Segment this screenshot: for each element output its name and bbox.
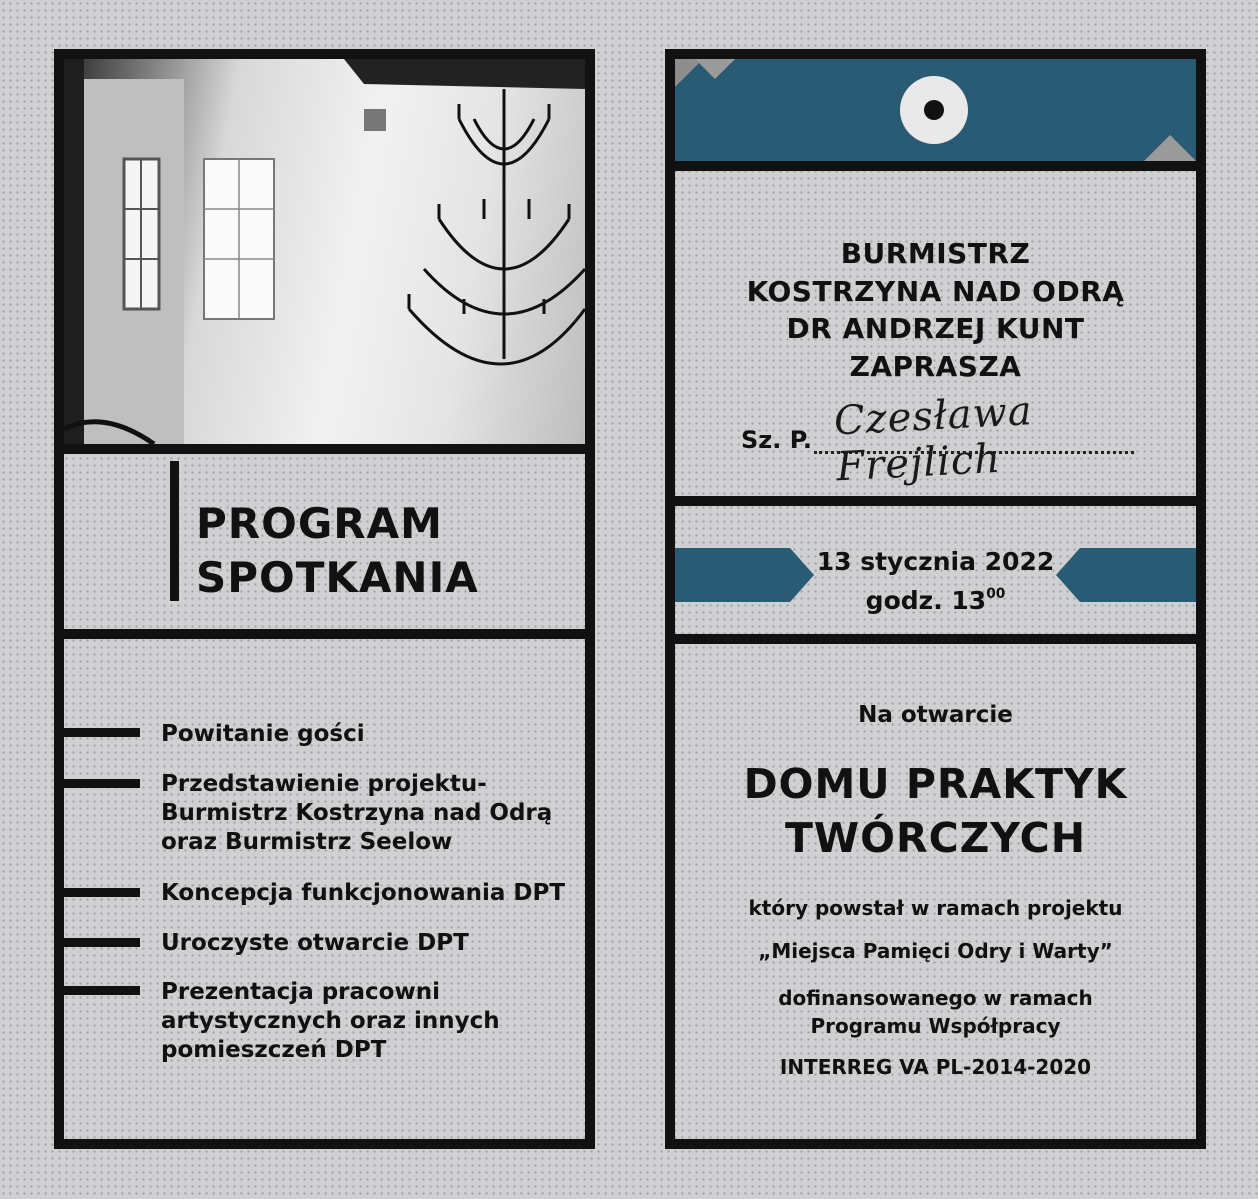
tag-hole <box>924 100 944 120</box>
event-date <box>675 545 1196 617</box>
host-line: DR ANDRZEJ KUNT <box>786 312 1085 345</box>
project-name: „Miejsca Pamięci Odry i Warty” <box>758 939 1113 963</box>
funding-description <box>675 984 1196 1040</box>
agenda-item: Prezentacja pracowni artystycznych oraz innych pomieszczeń DPT <box>161 979 500 1063</box>
agenda-bullet <box>64 779 140 788</box>
venue-line1: DOMU PRAKTYK <box>743 760 1128 808</box>
divider <box>64 629 585 639</box>
venue-line2: TWÓRCZYCH <box>784 814 1087 862</box>
chandelier-photo-illustration <box>64 59 585 444</box>
corner-triangle <box>1144 135 1196 161</box>
divider <box>675 634 1196 644</box>
divider <box>675 496 1196 506</box>
agenda-bullet <box>64 888 140 897</box>
corner-triangle <box>695 59 735 79</box>
host-line: ZAPRASZA <box>849 349 1022 383</box>
divider <box>675 161 1196 171</box>
project-description: który powstał w ramach projektu <box>748 896 1123 920</box>
handwritten-signature: Czesława Frejlich <box>832 388 1034 491</box>
host-line: KOSTRZYNA NAD ODRĄ <box>746 274 1125 308</box>
agenda-item: Przedstawienie projektu- Burmistrz Kostrzyna nad Odrą oraz Burmistrz Seelow <box>161 771 553 855</box>
funding-line: Programu Współpracy <box>810 1014 1061 1038</box>
divider <box>64 444 585 454</box>
guest-prefix: Sz. P. <box>741 426 813 454</box>
agenda-bullet <box>64 938 140 947</box>
event-time <box>675 578 1196 617</box>
program-code: INTERREG VA PL-2014-2020 <box>779 1055 1092 1079</box>
event-time-hour: godz. 13 <box>865 586 987 615</box>
agenda-item: Uroczyste otwarcie DPT <box>161 930 469 956</box>
intro-text: Na otwarcie <box>858 702 1013 728</box>
funding-line: dofinansowanego w ramach <box>778 986 1093 1010</box>
host-block <box>675 235 1196 385</box>
program-title <box>196 497 516 605</box>
agenda-bullet <box>64 986 140 995</box>
agenda-bullet <box>64 728 140 737</box>
program-title-line2: SPOTKANIA <box>196 553 479 602</box>
tag-top-band <box>675 59 1196 161</box>
agenda-item: Koncepcja funkcjonowania DPT <box>161 880 566 906</box>
agenda-item: Powitanie gości <box>161 721 365 747</box>
program-panel <box>54 49 595 1149</box>
title-accent-bar <box>170 461 179 601</box>
event-date-text: 13 stycznia 2022 <box>816 547 1055 576</box>
interior-photo <box>64 59 585 444</box>
event-time-minutes: 00 <box>986 586 1006 602</box>
program-title-line1: PROGRAM <box>196 499 443 548</box>
venue-name <box>675 757 1196 865</box>
host-line: BURMISTRZ <box>840 237 1031 270</box>
invitation-panel <box>665 49 1206 1149</box>
